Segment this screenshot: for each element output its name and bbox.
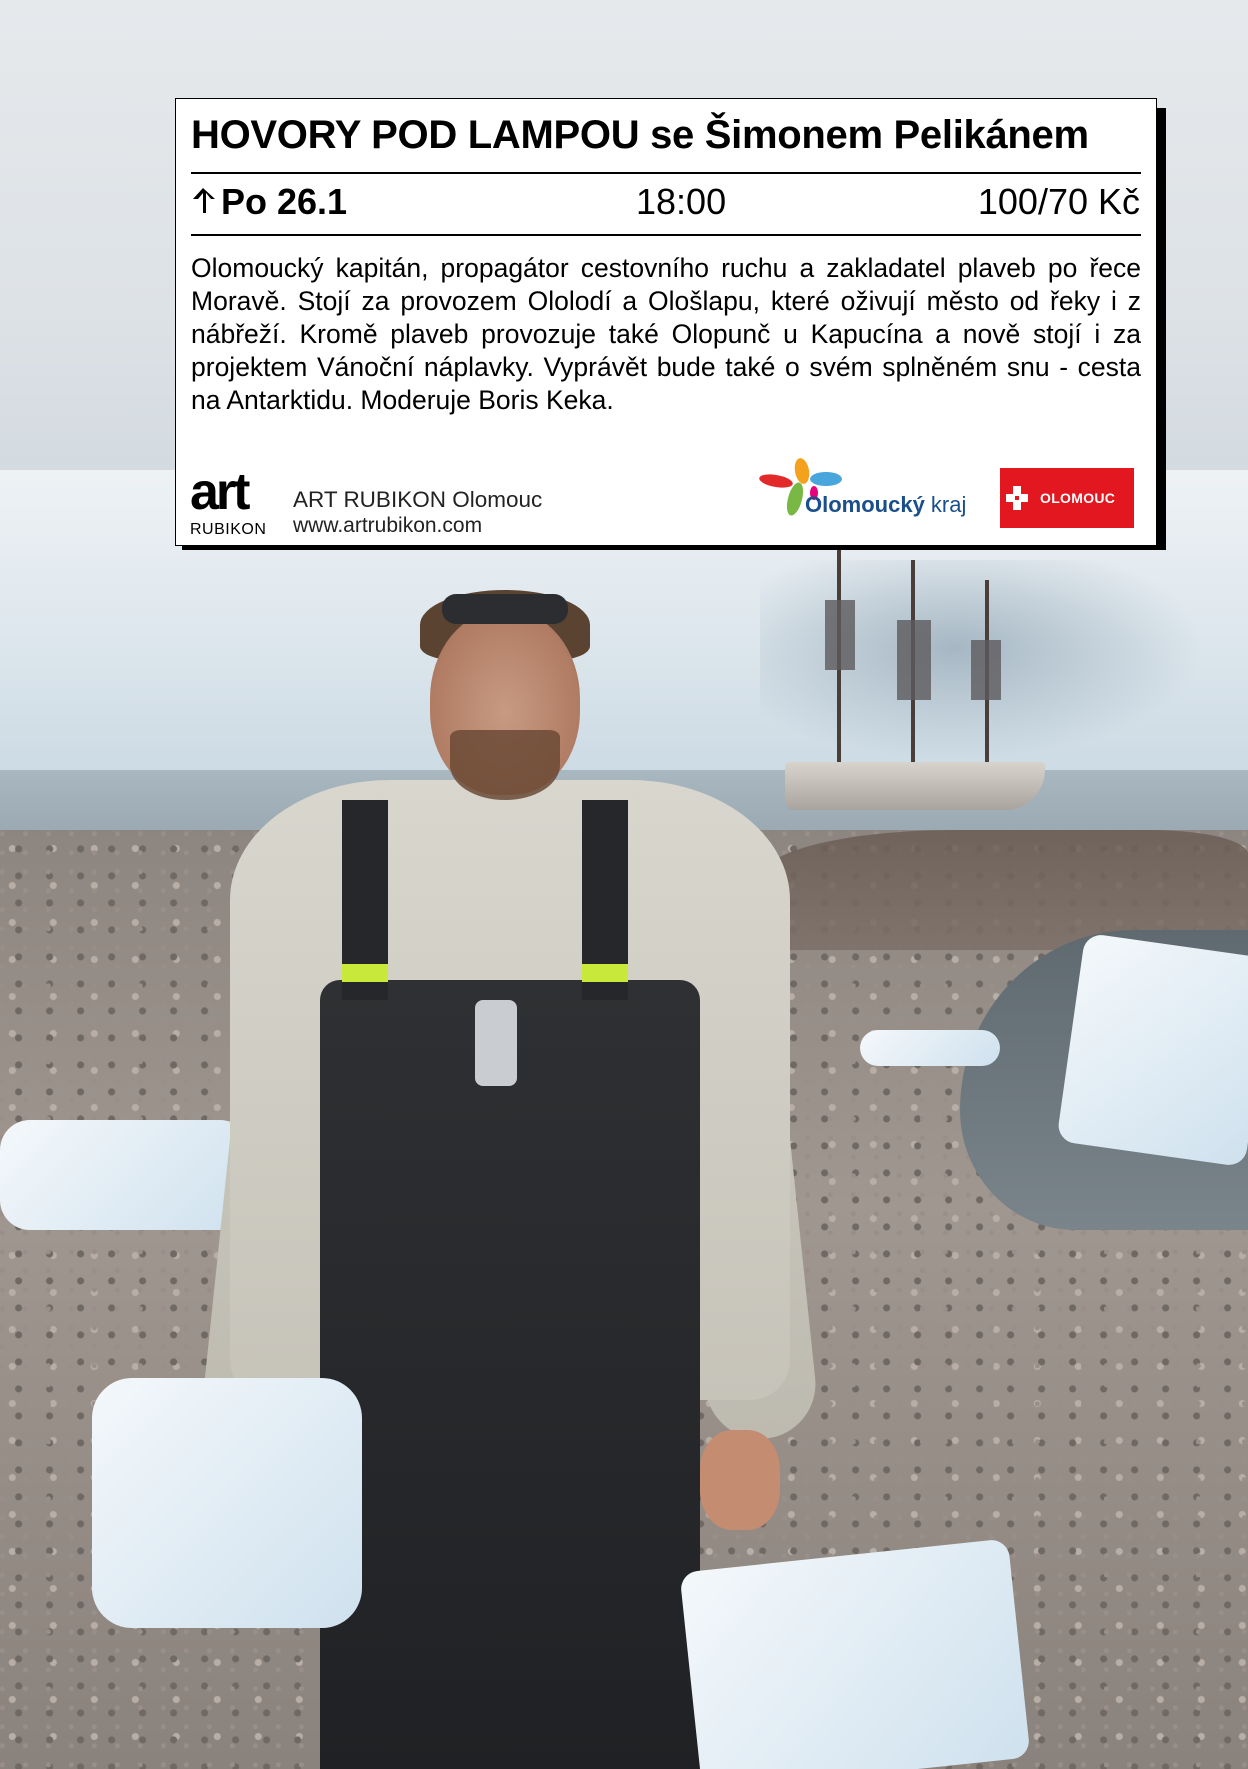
art-rubikon-logo: [190, 463, 272, 539]
art-logo-word: art: [190, 463, 248, 521]
ship-hull: [785, 762, 1045, 810]
olomouc-city-logo: [1000, 468, 1134, 528]
person-bib-trousers: [320, 980, 700, 1769]
arrow-up-icon: [191, 181, 221, 223]
hiviz-trim: [342, 964, 388, 982]
person-hand: [700, 1430, 780, 1530]
kraj-wordmark-bold: Olomoucký: [805, 492, 925, 517]
event-price: 100/70 Kč: [977, 181, 1140, 222]
city-badge-text: OLOMOUC: [1040, 490, 1116, 506]
divider: [191, 234, 1141, 236]
ice-block: [860, 1030, 1000, 1066]
ship-sail: [971, 640, 1001, 700]
person-beard: [450, 730, 560, 800]
ice-block: [0, 1120, 250, 1230]
ship-sail: [825, 600, 855, 670]
sunglasses: [442, 594, 568, 624]
hiviz-trim: [582, 964, 628, 982]
organizer-name: ART RUBIKON Olomouc: [293, 487, 543, 512]
olomoucky-kraj-logo: [758, 457, 978, 527]
event-card: [175, 98, 1157, 546]
ice-block: [92, 1378, 362, 1628]
divider: [191, 172, 1141, 174]
event-time: 18:00: [636, 181, 727, 222]
city-cross-icon: [1006, 486, 1028, 510]
event-date-text: Po 26.1: [221, 181, 348, 222]
tall-ship: [785, 560, 1045, 810]
event-date: [191, 181, 347, 223]
kraj-wordmark: [805, 492, 966, 518]
event-description: Olomoucký kapitán, propagátor cestovního ruchu a zakladatel plaveb po řece Moravě. Stojí za provozem Ololodí a Ološlapu, které oživují město od řeky i z nábřeží. Kromě plaveb provozuje také Olopunč u Kapucína a nově stojí i za projektem Vánoční náplavky. Vyprávět bude také o svém splněném snu - cesta na Antarktidu. Moderuje Boris Keka.: [191, 253, 1141, 415]
art-logo-sub: RUBIKON: [190, 521, 267, 538]
ice-block: [679, 1538, 1030, 1769]
kraj-wordmark-light: kraj: [924, 492, 967, 517]
event-title: HOVORY POD LAMPOU se Šimonem Pelikánem: [191, 113, 1089, 157]
person-pocket: [475, 1000, 517, 1086]
ice-block: [1056, 933, 1248, 1167]
ship-sail: [897, 620, 931, 700]
organizer-url[interactable]: www.artrubikon.com: [293, 514, 483, 537]
